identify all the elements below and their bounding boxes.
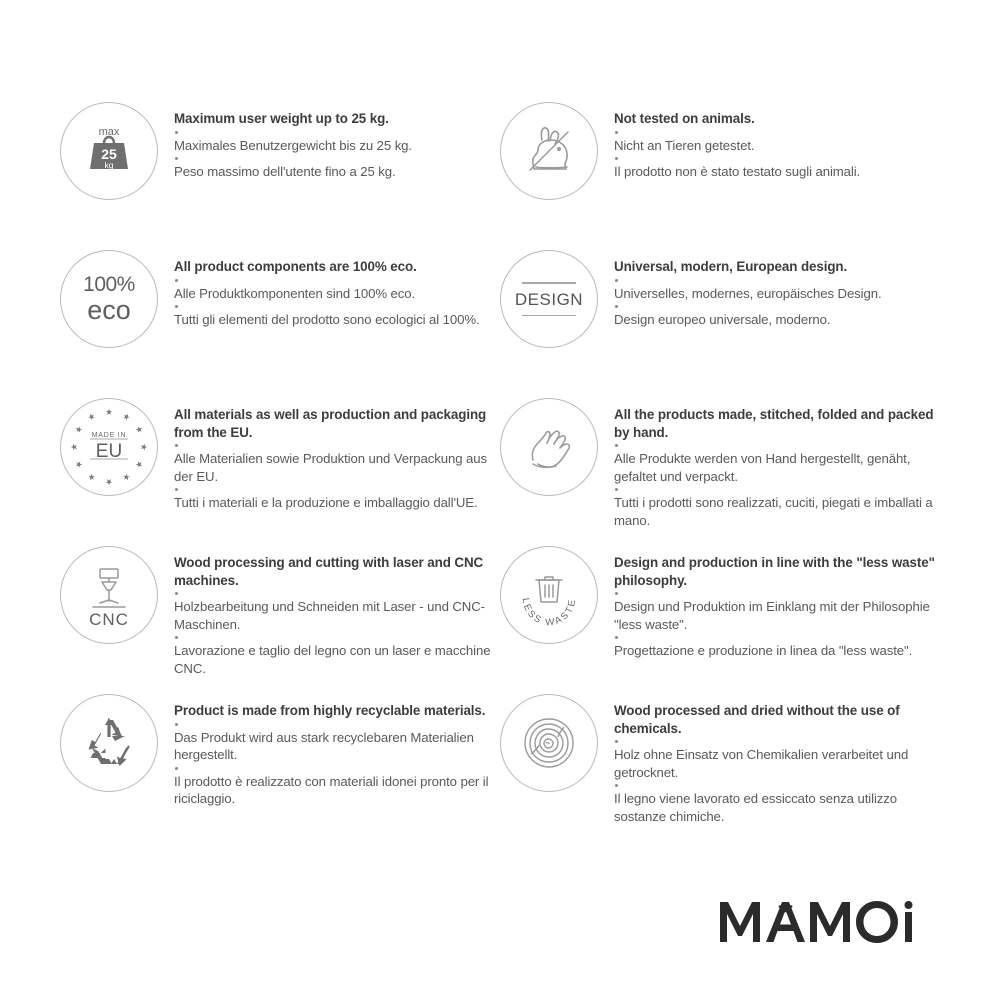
bullet [175, 723, 178, 726]
recycling-icon [60, 694, 158, 792]
feature-text-de: Nicht an Tieren getestet. [614, 137, 755, 153]
feature-european-design [500, 248, 940, 396]
svg-text:max: max [98, 126, 120, 138]
svg-text:kg: kg [104, 160, 114, 170]
feature-grid [60, 100, 940, 840]
svg-text:CNC: CNC [89, 610, 129, 629]
feature-handmade [500, 396, 940, 544]
brand-logo [718, 892, 938, 952]
mamoi-logo-mark [718, 892, 938, 952]
feature-text [614, 692, 940, 825]
hand-made-icon [500, 398, 598, 496]
feature-text-it: Lavorazione e taglio del legno con un laser e macchine CNC. [174, 643, 491, 676]
bullet [615, 784, 618, 787]
eco-word-label: eco [87, 295, 131, 325]
less-waste-icon [500, 546, 598, 644]
feature-text [174, 248, 500, 329]
feature-cnc-laser [60, 544, 500, 692]
feature-text [614, 544, 940, 660]
svg-text:MADE IN: MADE IN [91, 432, 127, 439]
feature-max-weight [60, 100, 500, 248]
feature-no-chemicals [500, 692, 940, 840]
bullet [615, 592, 618, 595]
feature-text-it: Tutti i materiali e la produzione e imballaggio dall'UE. [174, 495, 478, 511]
bullet [615, 444, 618, 447]
feature-text [174, 396, 500, 512]
feature-text-it: Design europeo universale, moderno. [614, 312, 831, 328]
feature-text-en: All product components are 100% eco. [174, 259, 417, 274]
no-animal-testing-icon [500, 102, 598, 200]
feature-text-de: Alle Materialien sowie Produktion und Verpackung aus der EU. [174, 451, 487, 484]
eco-100-icon [60, 250, 158, 348]
feature-text-en: Maximum user weight up to 25 kg. [174, 111, 389, 126]
feature-text [174, 544, 500, 677]
feature-text-it: Il prodotto è realizzato con materiali idonei pronto per il riciclaggio. [174, 773, 489, 806]
feature-text [614, 248, 940, 329]
feature-text-en: Product is made from highly recyclable materials. [174, 703, 486, 718]
bullet [615, 131, 618, 134]
feature-text-it: Tutti gli elementi del prodotto sono ecologici al 100%. [174, 312, 480, 328]
bullet [615, 279, 618, 282]
bullet [175, 157, 178, 160]
bullet [615, 157, 618, 160]
bullet [175, 636, 178, 639]
feature-text-it: Tutti i prodotti sono realizzati, cuciti, piegati e imballati a mano. [614, 495, 933, 528]
feature-text-it: Progettazione e produzione in linea da "less waste". [614, 643, 913, 659]
feature-text-it: Il legno viene lavorato ed essiccato senza utilizzo sostanze chimiche. [614, 791, 897, 824]
bullet [615, 636, 618, 639]
feature-text [614, 396, 940, 529]
feature-text-de: Holzbearbeitung und Schneiden mit Laser - und CNC-Maschinen. [174, 599, 485, 632]
feature-less-waste [500, 544, 940, 692]
feature-text-en: Universal, modern, European design. [614, 259, 848, 274]
feature-100-eco [60, 248, 500, 396]
feature-text [174, 100, 500, 181]
feature-text [614, 100, 940, 181]
design-word-label: DESIGN [514, 289, 584, 309]
svg-text:LESS WASTE: LESS WASTE [519, 597, 579, 629]
feature-text-de: Alle Produkte werden von Hand hergestellt, genäht, gefaltet und verpackt. [614, 451, 911, 484]
bullet [615, 740, 618, 743]
feature-text-de: Alle Produktkomponenten sind 100% eco. [174, 285, 416, 301]
bullet [175, 305, 178, 308]
feature-text-en: Wood processing and cutting with laser and CNC machines. [174, 555, 484, 588]
design-icon [500, 250, 598, 348]
feature-recyclable [60, 692, 500, 840]
bullet [175, 444, 178, 447]
bullet [175, 767, 178, 770]
feature-text [174, 692, 500, 807]
bullet [175, 131, 178, 134]
feature-text-en: All materials as well as production and packaging from the EU. [174, 407, 487, 440]
feature-made-in-eu [60, 396, 500, 544]
eco-percent-label: 100% [83, 273, 135, 296]
feature-text-de: Das Produkt wird aus stark recyclebaren Materialien hergestellt. [174, 729, 474, 763]
feature-text-en: All the products made, stitched, folded and packed by hand. [614, 407, 934, 440]
bullet [175, 279, 178, 282]
feature-not-tested-on-animals [500, 100, 940, 248]
feature-text-it: Peso massimo dell'utente fino a 25 kg. [174, 164, 396, 180]
svg-text:EU: EU [95, 441, 123, 462]
bullet [175, 592, 178, 595]
max-weight-icon [60, 102, 158, 200]
bullet [615, 305, 618, 308]
wood-log-icon [500, 694, 598, 792]
made-in-eu-icon [60, 398, 158, 496]
feature-text-en: Design and production in line with the "less waste" philosophy. [614, 555, 935, 588]
feature-text-de: Holz ohne Einsatz von Chemikalien verarbeitet und getrocknet. [614, 747, 909, 780]
feature-text-de: Universelles, modernes, europäisches Design. [614, 285, 882, 301]
feature-text-en: Not tested on animals. [614, 111, 755, 126]
feature-text-en: Wood processed and dried without the use of chemicals. [614, 703, 900, 736]
feature-text-de: Maximales Benutzergewicht bis zu 25 kg. [174, 137, 412, 153]
bullet [615, 488, 618, 491]
feature-text-it: Il prodotto non è stato testato sugli animali. [614, 164, 861, 180]
bullet [175, 488, 178, 491]
feature-text-de: Design und Produktion im Einklang mit der Philosophie "less waste". [614, 599, 930, 632]
svg-text:25: 25 [101, 146, 117, 162]
cnc-laser-icon [60, 546, 158, 644]
